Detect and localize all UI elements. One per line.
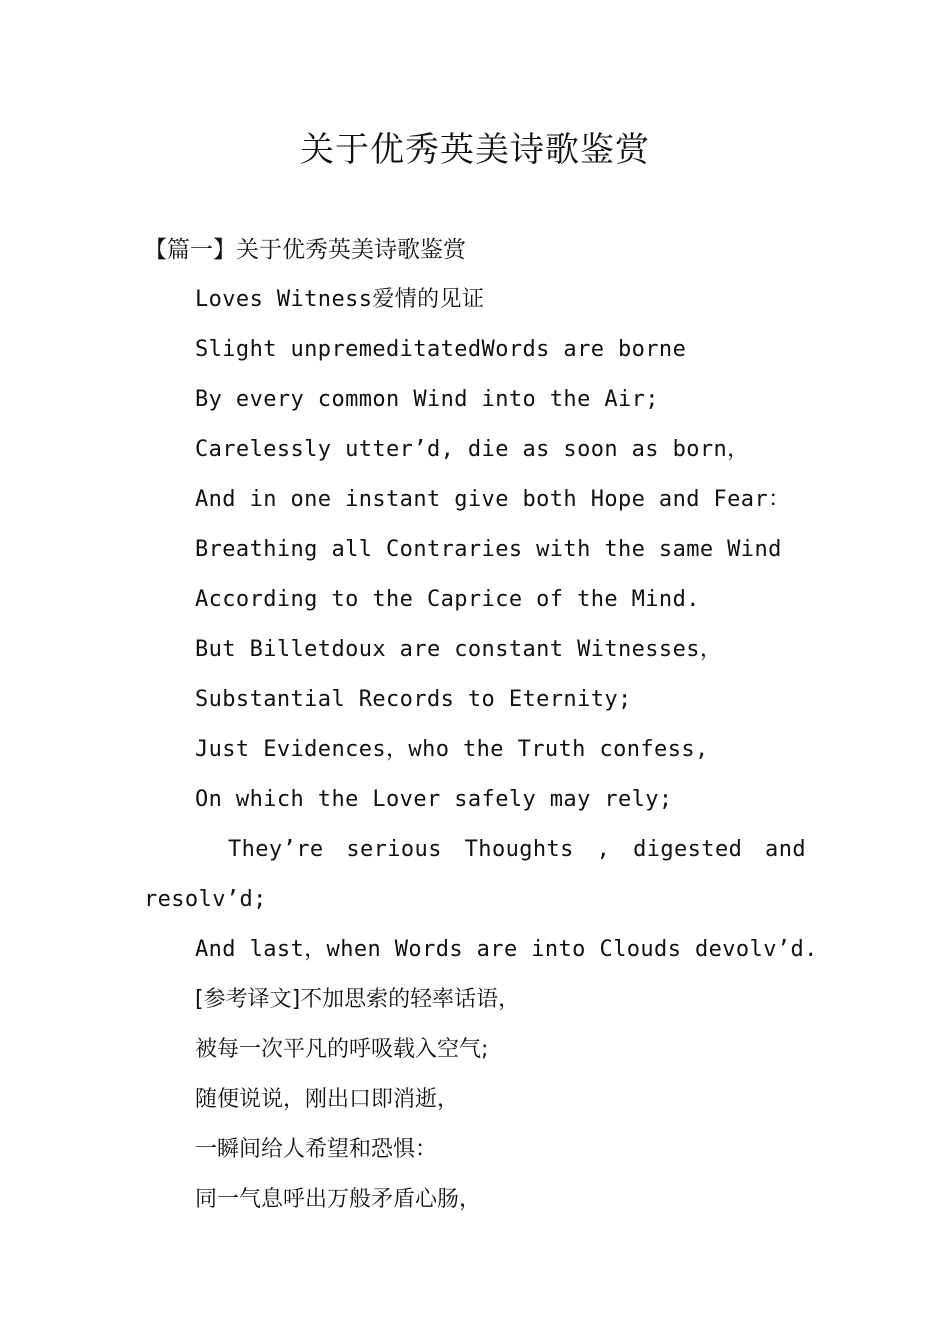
poem-line: Just Evidences，who the Truth confess,	[195, 737, 709, 762]
translation-line: 被每一次平凡的呼吸载入空气;	[195, 1037, 489, 1062]
poem-line-continuation: resolv’d;	[144, 887, 267, 912]
poem-line: And in one instant give both Hope and Fear：	[195, 487, 791, 512]
poem-line: By every common Wind into the Air;	[195, 387, 659, 412]
poem-line: Breathing all Contraries with the same Wind	[195, 537, 782, 562]
poem-line: They’re serious Thoughts , digested and	[228, 837, 806, 862]
poem-line: Substantial Records to Eternity;	[195, 687, 632, 712]
section-heading: 【篇一】关于优秀英美诗歌鉴赏	[144, 237, 466, 263]
poem-line: Carelessly utter’d, die as soon as born，	[195, 437, 750, 462]
poem-body	[144, 282, 818, 1232]
poem-line: Loves Witness爱情的见证	[195, 287, 485, 312]
translation-line: 同一气息呼出万般矛盾心肠，	[195, 1187, 482, 1212]
poem-line: Slight unpremeditatedWords are borne	[195, 337, 687, 362]
poem-line: According to the Caprice of the Mind.	[195, 587, 700, 612]
translation-line: 一瞬间给人希望和恐惧：	[195, 1137, 438, 1162]
document-title: 关于优秀英美诗歌鉴赏	[300, 130, 650, 170]
poem-line: And last，when Words are into Clouds devolv’d.	[195, 937, 818, 962]
translation-line: [参考译文]不加思索的轻率话语，	[195, 987, 521, 1012]
translation-line: 随便说说，刚出口即消逝，	[195, 1087, 460, 1112]
poem-line: But Billetdoux are constant Witnesses，	[195, 637, 723, 662]
poem-line: On which the Lover safely may rely;	[195, 787, 673, 812]
